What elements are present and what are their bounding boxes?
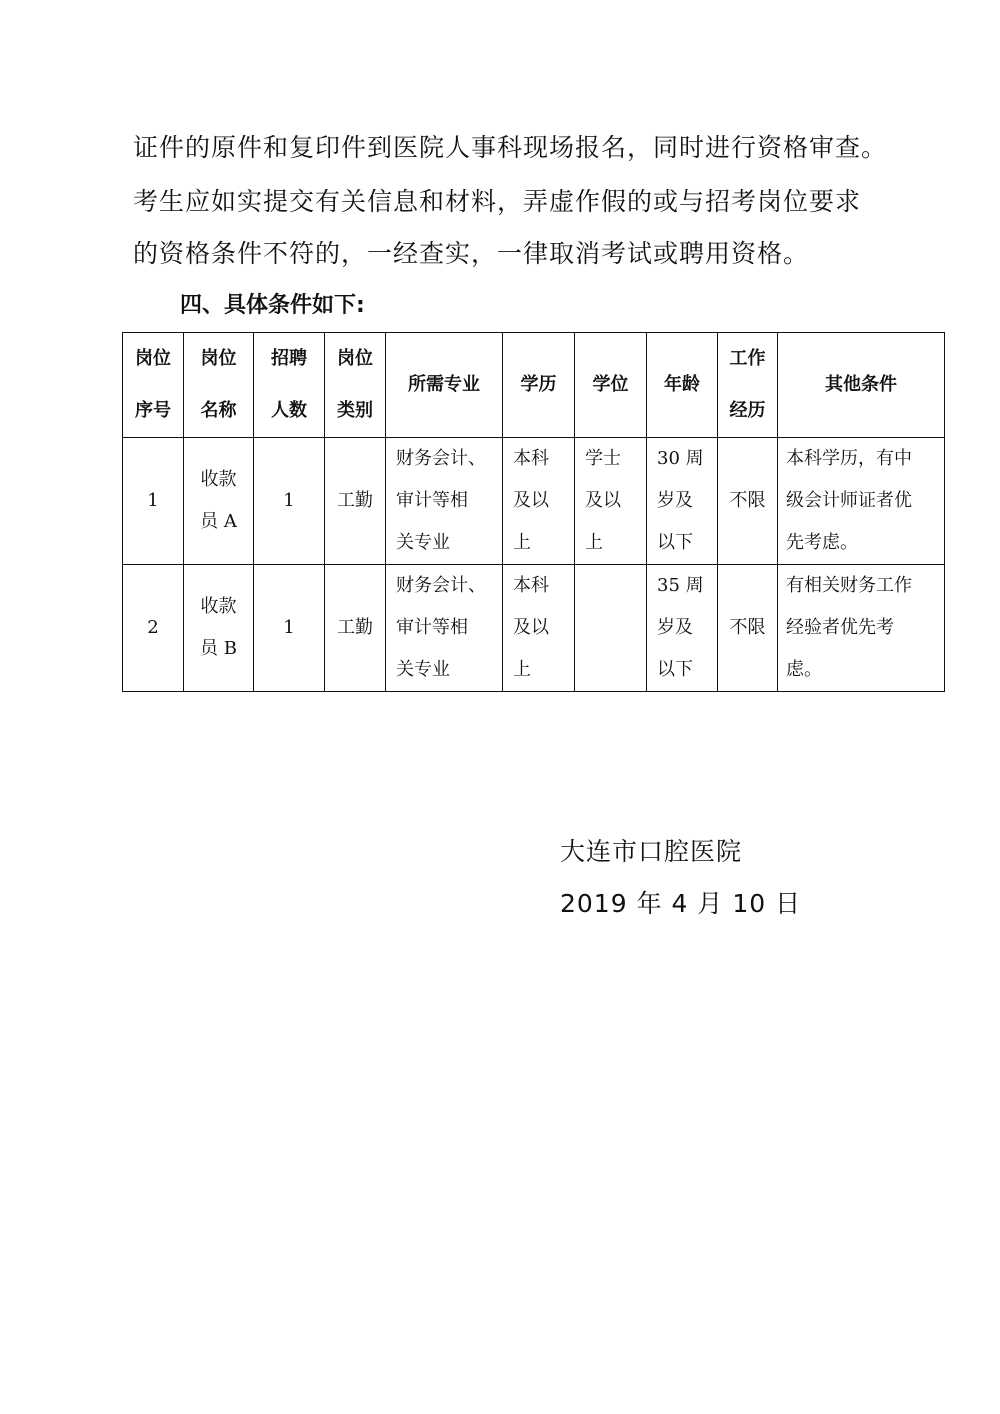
signature-org: 大连市口腔医院 <box>560 837 743 866</box>
table-row <box>123 438 945 565</box>
cell-age: 30 周 岁及 以下 <box>647 438 718 565</box>
signature-date: 2019 年 4 月 10 日 <box>560 889 802 918</box>
cell-experience: 不限 <box>718 438 778 565</box>
table-header-row <box>123 333 945 438</box>
header-hire-count: 招聘 人数 <box>254 333 325 438</box>
cell-count: 1 <box>254 438 325 565</box>
cell-count: 1 <box>254 565 325 692</box>
cell-degree: 学士 及以 上 <box>575 438 647 565</box>
header-position-no: 岗位 序号 <box>123 333 184 438</box>
cell-education: 本科 及以 上 <box>503 438 575 565</box>
header-degree: 学位 <box>575 333 647 438</box>
paragraph-line-1: 证件的原件和复印件到医院人事科现场报名，同时进行资格审查。 <box>133 133 888 162</box>
requirements-table <box>122 332 945 692</box>
header-education: 学历 <box>503 333 575 438</box>
cell-other: 有相关财务工作 经验者优先考 虑。 <box>778 565 945 692</box>
cell-age: 35 周 岁及 以下 <box>647 565 718 692</box>
cell-other: 本科学历，有中 级会计师证者优 先考虑。 <box>778 438 945 565</box>
header-other: 其他条件 <box>778 333 945 438</box>
header-position-category: 岗位 类别 <box>325 333 386 438</box>
cell-category: 工勤 <box>325 438 386 565</box>
paragraph-line-2: 考生应如实提交有关信息和材料，弄虚作假的或与招考岗位要求 <box>133 187 862 216</box>
cell-experience: 不限 <box>718 565 778 692</box>
header-experience: 工作 经历 <box>718 333 778 438</box>
paragraph-line-3: 的资格条件不符的，一经查实，一律取消考试或聘用资格。 <box>133 239 810 268</box>
header-position-name: 岗位 名称 <box>184 333 254 438</box>
header-age: 年龄 <box>647 333 718 438</box>
cell-degree <box>575 565 647 692</box>
cell-education: 本科 及以 上 <box>503 565 575 692</box>
cell-name: 收款 员 B <box>184 565 254 692</box>
table-row <box>123 565 945 692</box>
cell-major: 财务会计、 审计等相 关专业 <box>386 438 503 565</box>
cell-name: 收款 员 A <box>184 438 254 565</box>
cell-major: 财务会计、 审计等相 关专业 <box>386 565 503 692</box>
cell-category: 工勤 <box>325 565 386 692</box>
section-heading: 四、具体条件如下: <box>180 293 365 318</box>
header-major: 所需专业 <box>386 333 503 438</box>
cell-no: 2 <box>123 565 184 692</box>
cell-no: 1 <box>123 438 184 565</box>
